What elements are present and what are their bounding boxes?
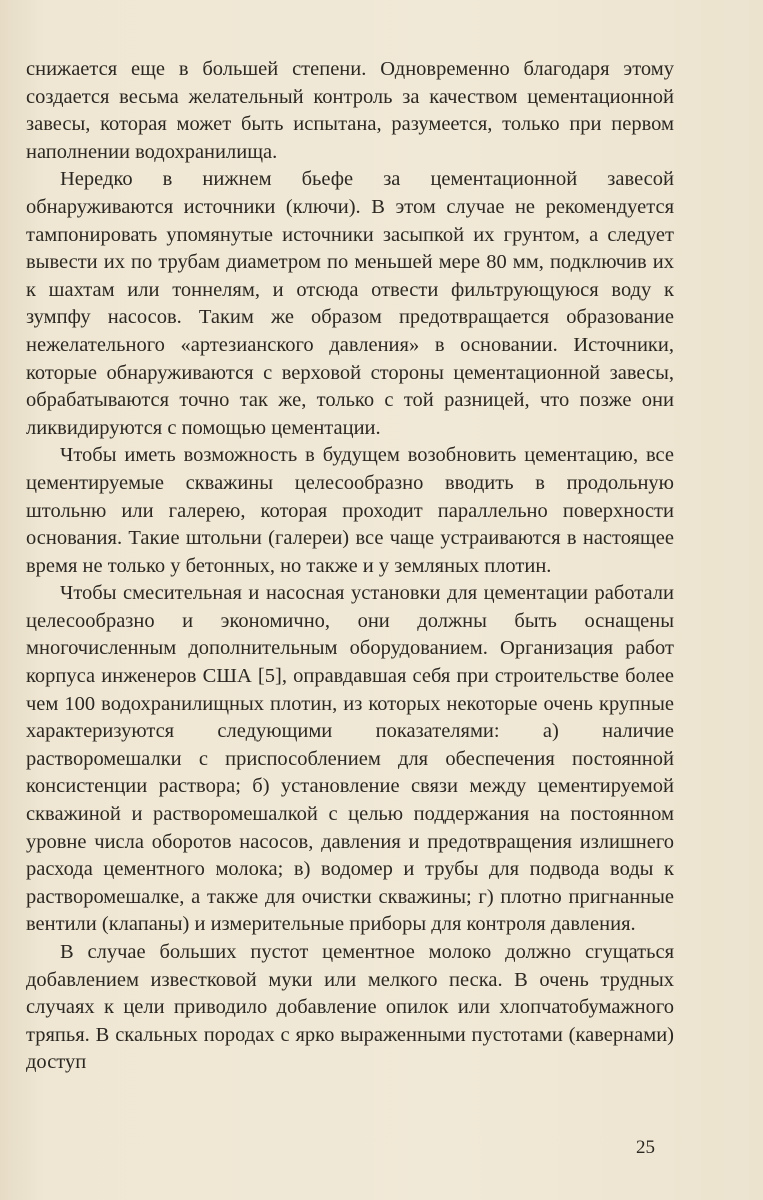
paragraph-4: Чтобы смесительная и насосная установки для цементации работали целесообразно и экономично, они должны быть оснащены многочисленным дополнительным оборудованием. Организация работ корпуса инженеров США [5], оправдавшая себя при строительстве более чем 100 водохранилищных плотин, из которых некоторые очень крупные характеризуются следующими показателями: а) наличие растворомешалки с приспособлением для обеспечения постоянной консистенции раствора; б) установление связи между цементируемой скважиной и растворомешалкой с целью поддержания на постоянном уровне числа оборотов насосов, давления и предотвращения излишнего расхода цементного молока; в) водомер и трубы для подвода воды к растворомешалке, а также для очистки скважины; г) плотно пригнанные вентили (клапаны) и измерительные приборы для контроля давления.	[26, 582, 674, 936]
paragraph-2: Нередко в нижнем бьефе за цементационной завесой обнаруживаются источники (ключи). В этом случае не рекомендуется тампонировать упомянутые источники засыпкой их грунтом, а следует вывести их по трубам диаметром по меньшей мере 80 мм, подключив их к шахтам или тоннелям, и отсюда отвести фильтрующуюся воду к зумпфу насосов. Таким же образом предотвращается образование нежелательного «артезианского давления» в основании. Источники, которые обнаруживаются с верховой стороны цементационной завесы, обрабатываются точно так же, только с той разницей, что позже они ликвидируются с помощью цементации.	[26, 168, 674, 439]
paragraph-3: Чтобы иметь возможность в будущем возобновить цементацию, все цементируемые скважины целесообразно вводить в продольную штольню или галерею, которая проходит параллельно поверхности основания. Такие штольни (галереи) все чаще устраиваются в настоящее время не только у бетонных, но также и у земляных плотин.	[26, 444, 674, 577]
body-text	[26, 56, 674, 1077]
paragraph-5: В случае больших пустот цементное молоко должно сгущаться добавлением известковой муки или мелкого песка. В очень трудных случаях к цели приводило добавление опилок или хлопчатобумажного тряпья. В скальных породах с ярко выраженными пустотами (кавернами) доступ	[26, 941, 674, 1074]
paragraph-1: снижается еще в большей степени. Одновременно благодаря этому создается весьма желательный контроль за качеством цементационной завесы, которая может быть испытана, разумеется, только при первом наполнении водохранилища.	[26, 58, 674, 163]
page-number: 25	[636, 1137, 655, 1158]
